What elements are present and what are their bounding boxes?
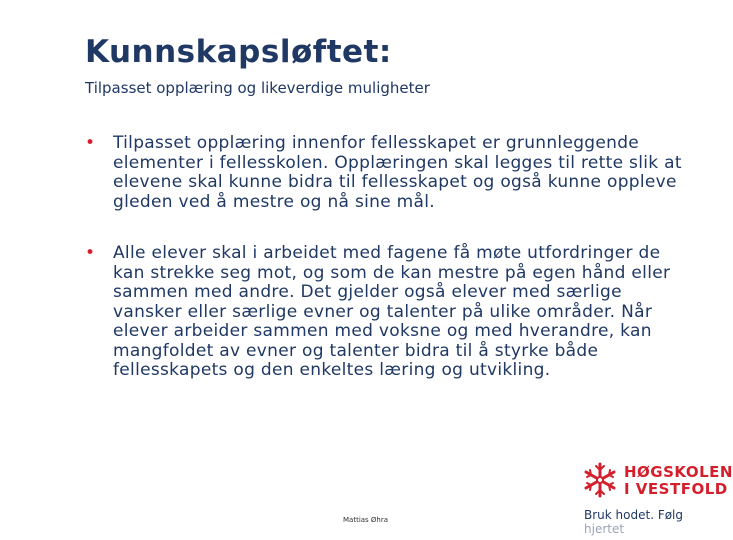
logo-line-2: I VESTFOLD — [624, 480, 728, 498]
bullet-text: Tilpasset opplæring innenfor fellesskapet er grunnleggende elementer i fellesskolen. Opplæringen skal legges til rette slik at elevene skal kunne bidra til fellesskapet og også kunne oppleve gleden ved å mestre og nå sine mål. — [113, 133, 682, 212]
snowflake-logo-icon — [585, 462, 615, 498]
logo-line-1: HØGSKOLEN — [624, 463, 733, 481]
slide-title: Kunnskapsløftet: — [85, 34, 392, 70]
slogan-fade: hjertet — [584, 522, 625, 536]
footer-author: Mattias Øhra — [343, 516, 389, 524]
bullet-text: Alle elever skal i arbeidet med fagene få møte utfordringer de kan strekke seg mot, og som de kan mestre på egen hånd eller sammen med andre. Det gjelder også elever med særlige vansker eller særlige evner og talenter på ulike områder. Når elever arbeider sammen med voksne og med hverandre, kan mangfoldet av evner og talenter bidra til å styrke både fellesskapets og den enkeltes læring og utvikling. — [113, 243, 671, 380]
bullet-list — [85, 134, 685, 381]
bullet-dot: • — [85, 243, 96, 263]
slogan-main: Bruk hodet. Følg — [584, 508, 684, 522]
slide-subtitle: Tilpasset opplæring og likeverdige muligheter — [85, 79, 430, 97]
logo-slogan — [584, 508, 720, 536]
bullet-dot: • — [85, 133, 96, 153]
bullet-item — [85, 134, 685, 212]
bullet-item — [85, 244, 685, 381]
logo-wordmark — [624, 464, 733, 498]
